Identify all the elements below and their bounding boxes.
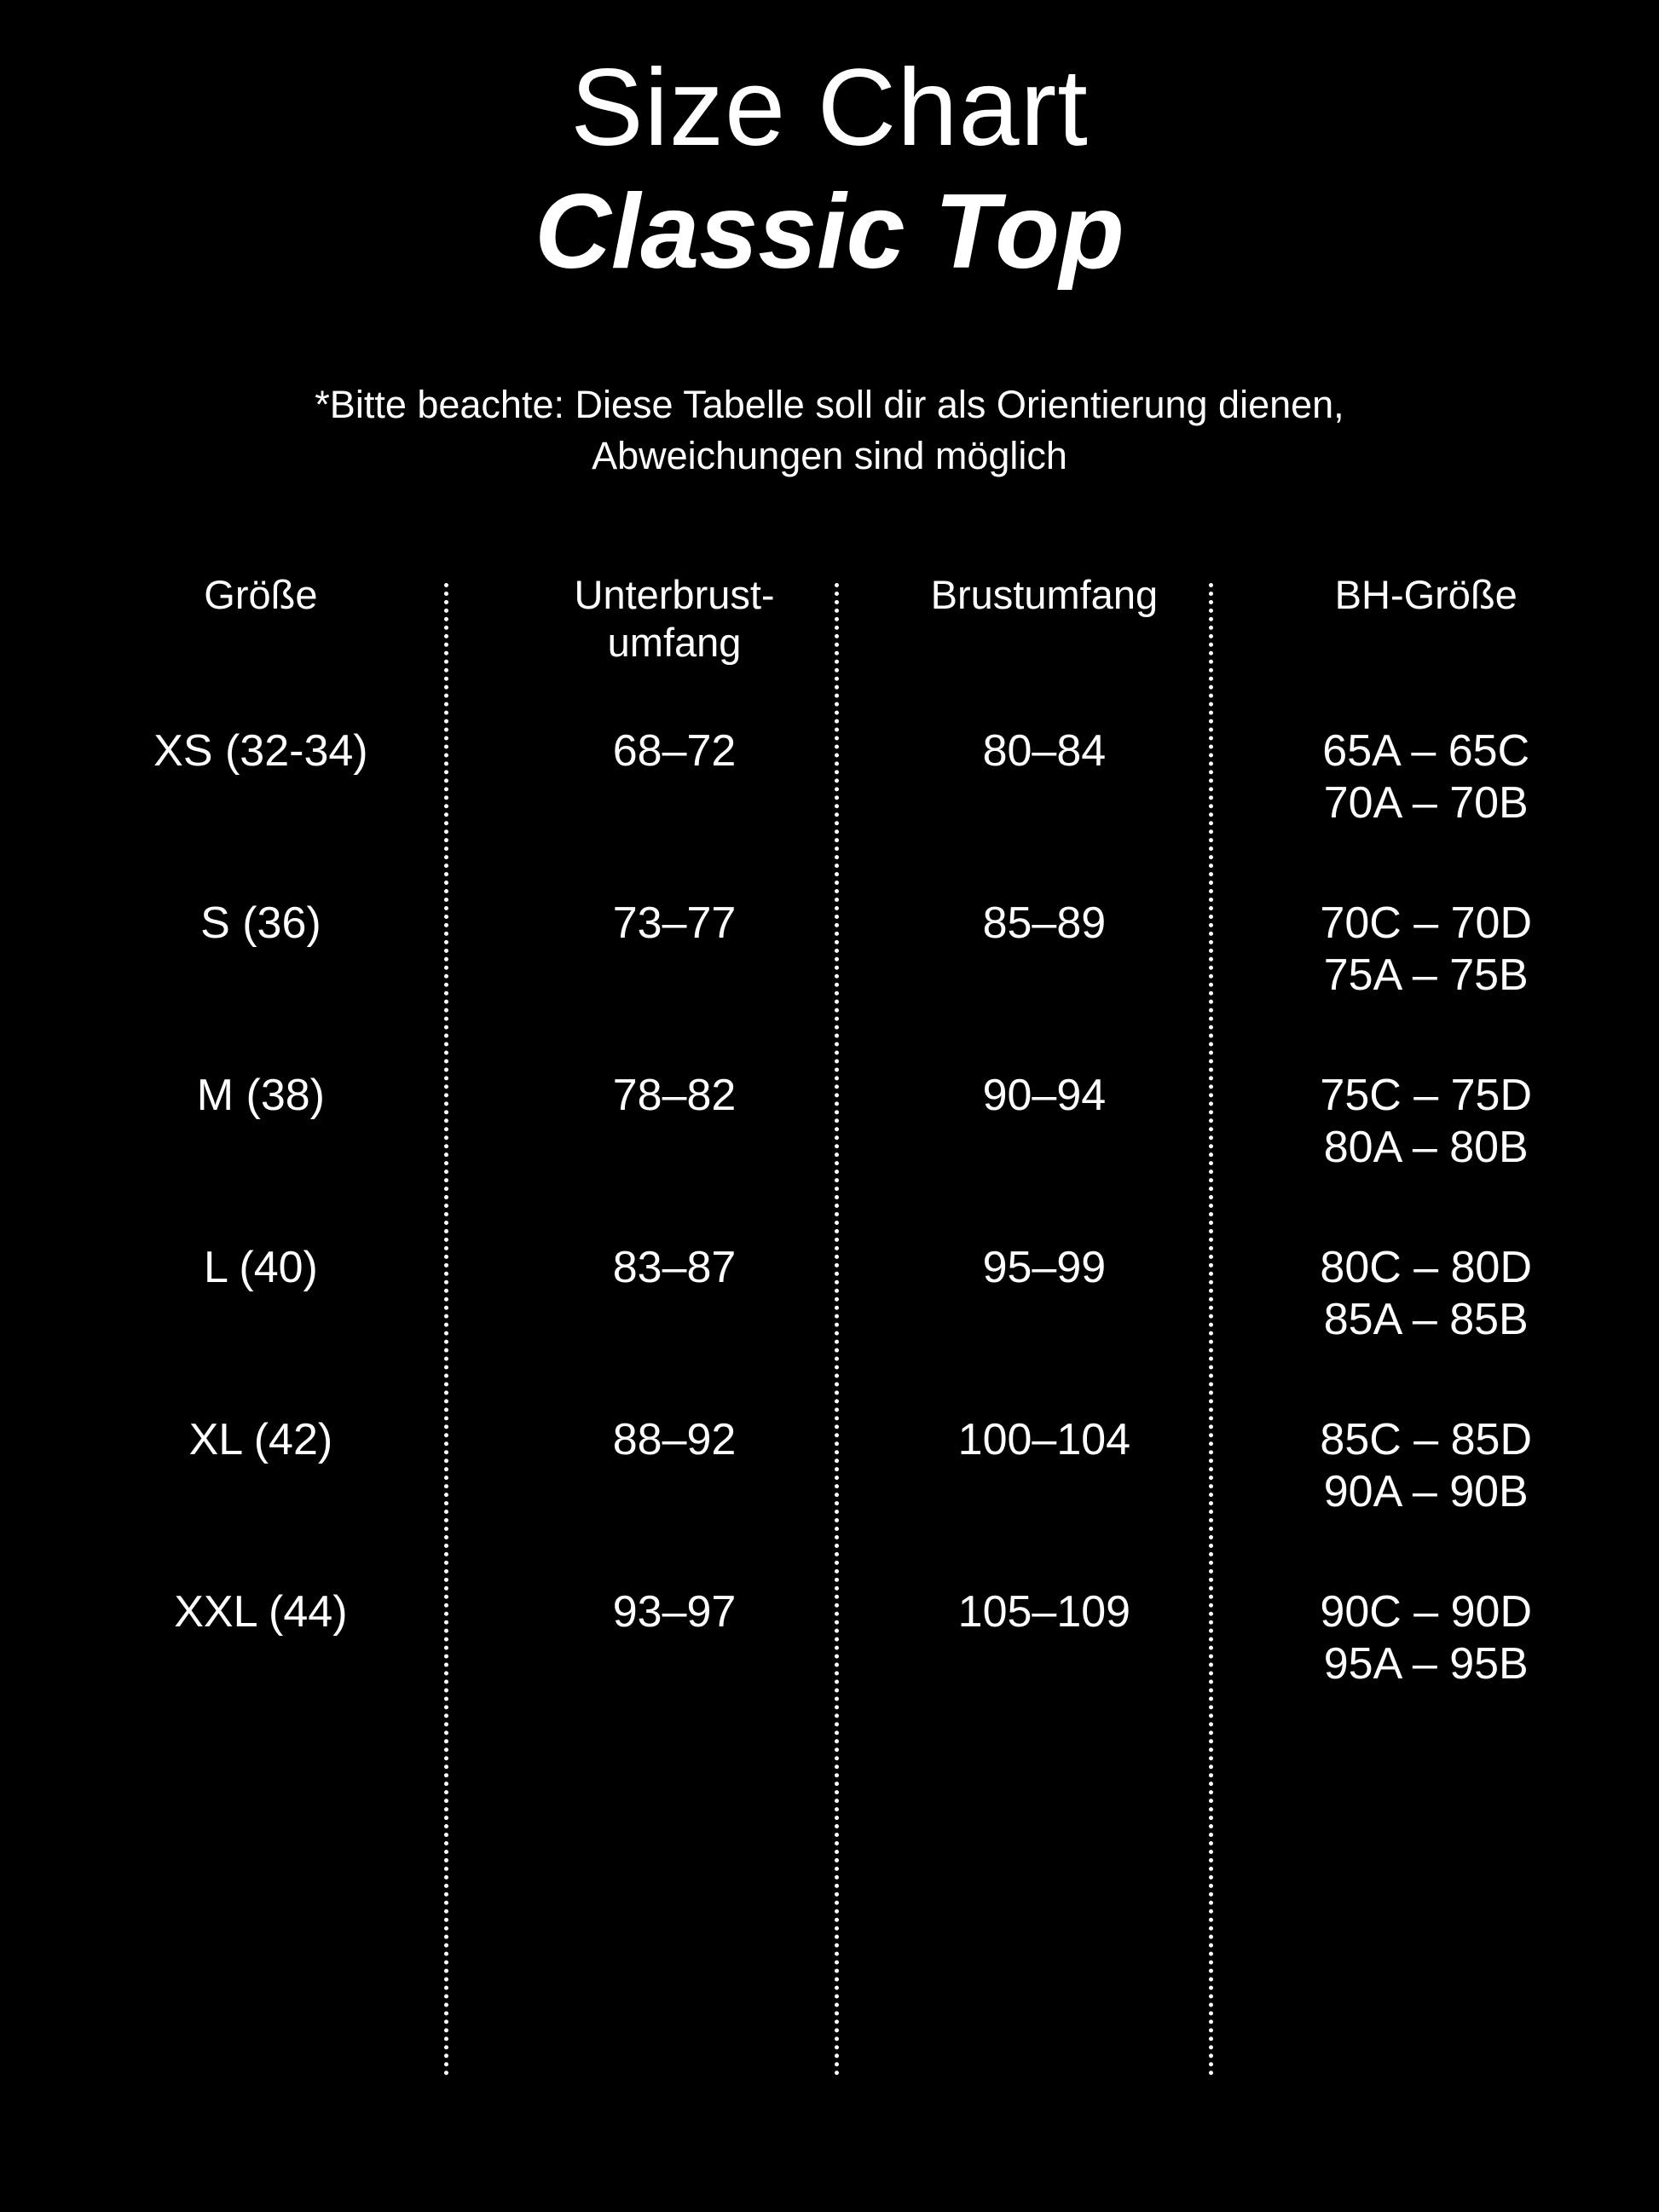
size-table (34, 571, 1625, 1714)
table-body (34, 681, 1625, 1714)
table-row (34, 853, 1625, 1025)
cell-bra-size: 90C – 90D 95A – 95B (1320, 1587, 1533, 1689)
column-divider-1 (444, 583, 448, 2076)
table-row (34, 1025, 1625, 1198)
page-title: Size Chart (570, 47, 1089, 169)
disclaimer-line-1: *Bitte beachte: Diese Tabelle soll dir als Orientierung dienen, (315, 383, 1344, 427)
cell-underbust: 78–82 (612, 1071, 737, 1121)
column-header-bust: Brustumfang (930, 572, 1159, 618)
cell-size: L (40) (203, 1243, 318, 1293)
cell-bust: 105–109 (957, 1587, 1131, 1637)
cell-size: XL (42) (188, 1415, 333, 1465)
cell-bust: 85–89 (982, 898, 1107, 949)
page-subtitle: Classic Top (535, 172, 1124, 291)
cell-bra-size: 75C – 75D 80A – 80B (1320, 1071, 1533, 1173)
table-row (34, 1198, 1625, 1370)
cell-underbust: 93–97 (612, 1587, 737, 1637)
cell-bra-size: 80C – 80D 85A – 85B (1320, 1243, 1533, 1345)
cell-size: XS (32-34) (153, 726, 368, 777)
cell-bust: 90–94 (982, 1071, 1107, 1121)
table-head (34, 571, 1625, 681)
column-header-size: Größe (204, 572, 318, 618)
table-header-row (34, 571, 1625, 681)
size-table-container (0, 571, 1659, 1714)
cell-size: XXL (44) (174, 1587, 348, 1637)
cell-bra-size: 70C – 70D 75A – 75B (1320, 898, 1533, 1001)
disclaimer-note (0, 379, 1659, 481)
column-divider-3 (1209, 583, 1213, 2076)
table-row (34, 681, 1625, 853)
cell-underbust: 68–72 (612, 726, 737, 777)
cell-bra-size: 85C – 85D 90A – 90B (1320, 1415, 1533, 1517)
table-row (34, 1370, 1625, 1542)
cell-bust: 95–99 (982, 1243, 1107, 1293)
cell-underbust: 83–87 (612, 1243, 737, 1293)
cell-underbust: 73–77 (612, 898, 737, 949)
cell-underbust: 88–92 (612, 1415, 737, 1465)
cell-bust: 80–84 (982, 726, 1107, 777)
cell-bust: 100–104 (957, 1415, 1131, 1465)
column-header-underbust: Unterbrust- umfang (574, 572, 775, 665)
table-row (34, 1542, 1625, 1714)
column-divider-2 (835, 583, 839, 2076)
cell-bra-size: 65A – 65C 70A – 70B (1322, 726, 1530, 829)
column-header-bra-size: BH-Größe (1334, 572, 1517, 618)
disclaimer-line-2: Abweichungen sind möglich (592, 433, 1067, 477)
cell-size: M (38) (196, 1071, 326, 1121)
page-header (0, 0, 1659, 291)
cell-size: S (36) (200, 898, 321, 949)
